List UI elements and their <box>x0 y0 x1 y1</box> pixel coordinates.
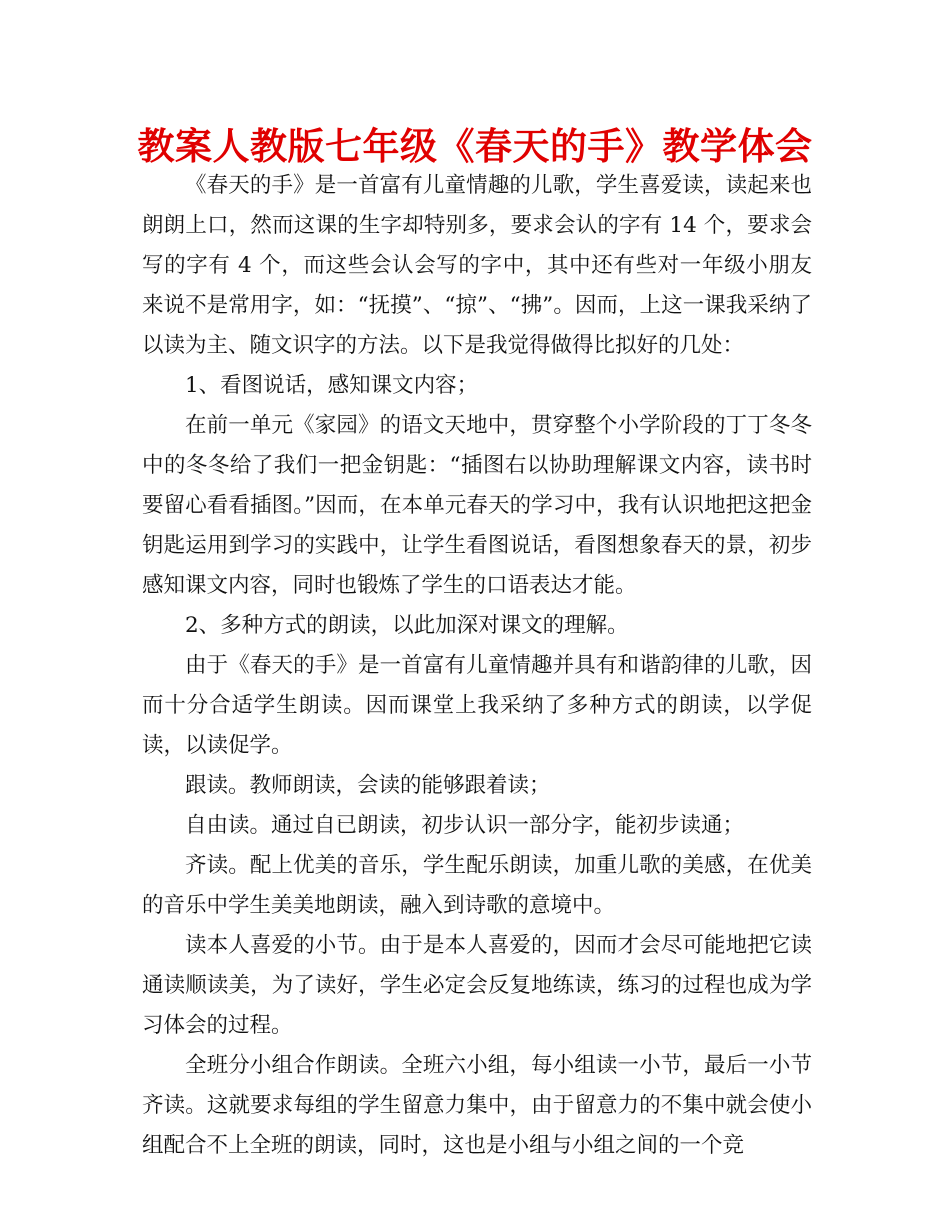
paragraph: 自由读。通过自已朗读，初步认识一部分字，能初步读通； <box>185 813 745 838</box>
paragraph: 跟读。教师朗读，会读的能够跟着读； <box>185 773 551 798</box>
paragraph: 全班分小组合作朗读。全班六小组，每小组读一小节，最后一小节齐读。这就要求每组的学生留意力集中，由于留意力的不集中就会使小组配合不上全班的朗读，同时，这也是小组与小组之间的一个竞 <box>142 1053 812 1158</box>
document-title: 教案人教版七年级《春天的手》教学体会 <box>137 125 813 168</box>
paragraph: 齐读。配上优美的音乐，学生配乐朗读，加重儿歌的美感，在优美的音乐中学生美美地朗读，融入到诗歌的意境中。 <box>142 853 812 918</box>
paragraph: 2、多种方式的朗读，以此加深对课文的理解。 <box>185 613 629 638</box>
paragraph: 《春天的手》是一首富有儿童情趣的儿歌，学生喜爱读，读起来也朗朗上口，然而这课的生字却特别多，要求会认的字有 14 个，要求会写的字有 4 个，而这些会认会写的字中，其中还有些对一年级小朋友来说不是常用字，如：“抚摸”、“掠”、“拂”。因而，上这一课我采纳了以读为主、随文识字的方法。以下是我觉得做得比拟好的几处： <box>142 173 812 358</box>
paragraph: 由于《春天的手》是一首富有儿童情趣并具有和谐韵律的儿歌，因而十分合适学生朗读。因而课堂上我采纳了多种方式的朗读，以学促读，以读促学。 <box>142 653 812 758</box>
paragraph: 读本人喜爱的小节。由于是本人喜爱的，因而才会尽可能地把它读通读顺读美，为了读好，学生必定会反复地练读，练习的过程也成为学习体会的过程。 <box>142 933 812 1038</box>
paragraph: 在前一单元《家园》的语文天地中，贯穿整个小学阶段的丁丁冬冬中的冬冬给了我们一把金钥匙：“插图右以协助理解课文内容，读书时要留心看看插图。”因而，在本单元春天的学习中，我有认识地把这把金钥匙运用到学习的实践中，让学生看图说话，看图想象春天的景，初步感知课文内容，同时也锻炼了学生的口语表达才能。 <box>142 413 812 598</box>
document-body <box>142 166 812 1166</box>
paragraph: 1、看图说话，感知课文内容； <box>185 373 479 398</box>
